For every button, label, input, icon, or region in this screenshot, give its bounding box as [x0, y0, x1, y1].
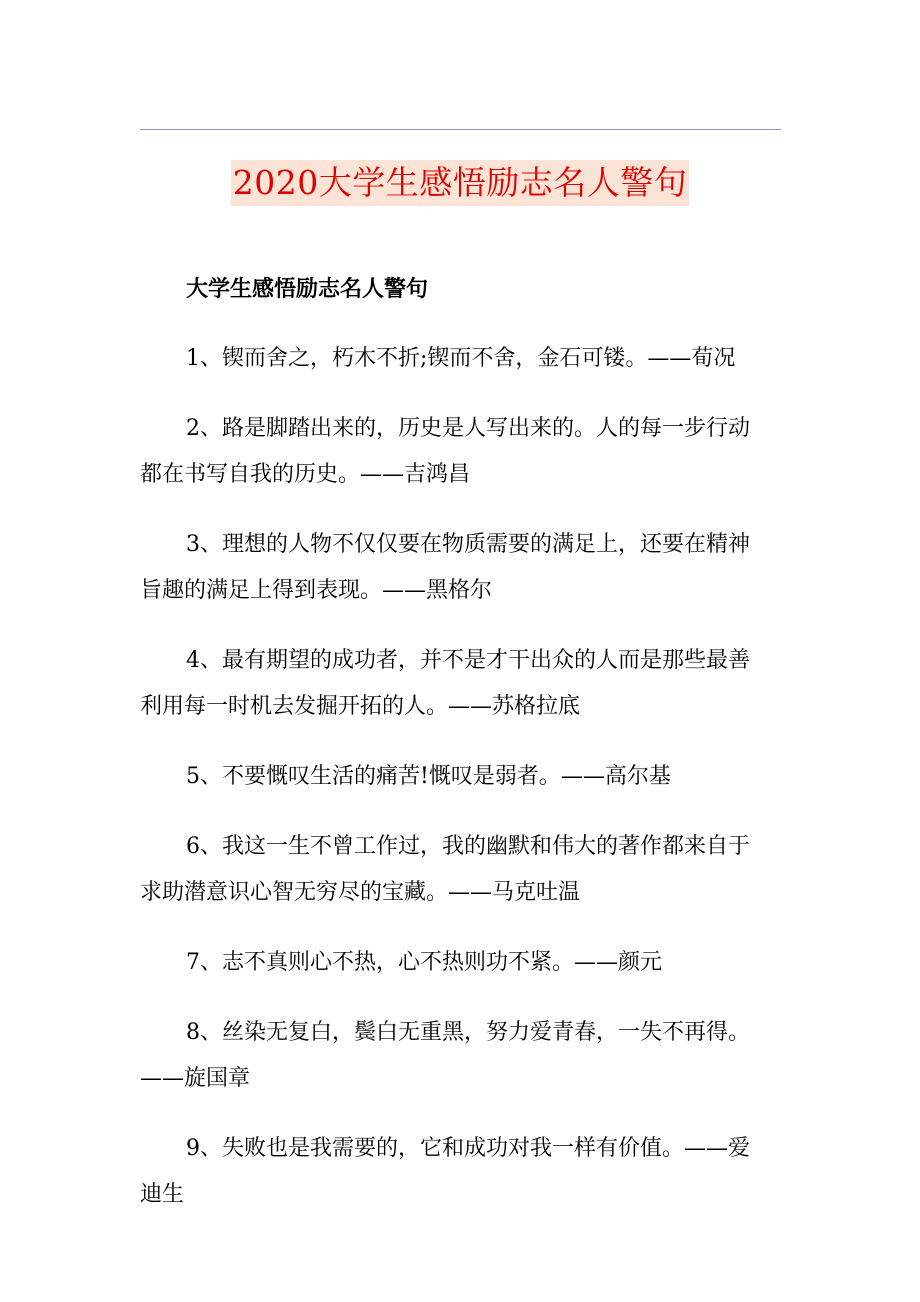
quote-item — [140, 824, 782, 916]
quote-item — [140, 406, 782, 498]
quote-line: 迪生 — [140, 1182, 185, 1207]
quote-item — [140, 1126, 782, 1218]
quote-item — [140, 1010, 782, 1102]
quote-line: 7、志不真则心不热，心不热则功不紧。——颜元 — [186, 950, 662, 975]
quote-line: 8、丝染无复白，鬓白无重黑，努力爱青春，一失不再得。 — [186, 1020, 750, 1045]
quote-line: ——旋国章 — [140, 1066, 251, 1091]
quote-item — [140, 638, 782, 730]
document-title: 2020大学生感悟励志名人警句 — [231, 160, 689, 206]
quote-item — [140, 336, 782, 382]
document-body — [140, 266, 782, 1218]
quote-line: 3、理想的人物不仅仅要在物质需要的满足上，还要在精神 — [186, 532, 750, 557]
quote-item — [140, 754, 782, 800]
quote-line: 2、路是脚踏出来的，历史是人写出来的。人的每一步行动 — [186, 416, 750, 441]
quote-line: 利用每一时机去发掘开拓的人。——苏格拉底 — [140, 694, 581, 719]
quote-line: 都在书写自我的历史。——吉鸿昌 — [140, 462, 471, 487]
title-block — [0, 160, 920, 206]
quote-item — [140, 522, 782, 614]
quote-line: 9、失败也是我需要的，它和成功对我一样有价值。——爱 — [186, 1136, 750, 1161]
header-rule — [140, 129, 781, 130]
quote-line: 4、最有期望的成功者，并不是才干出众的人而是那些最善 — [186, 648, 750, 673]
quote-line: 旨趣的满足上得到表现。——黑格尔 — [140, 578, 493, 603]
quote-line: 5、不要慨叹生活的痛苦!慨叹是弱者。——高尔基 — [186, 764, 671, 789]
quote-line: 求助潜意识心智无穷尽的宝藏。——马克吐温 — [140, 880, 581, 905]
quote-line: 6、我这一生不曾工作过，我的幽默和伟大的著作都来自于 — [186, 834, 750, 859]
quote-line: 1、锲而舍之，朽木不折;锲而不舍，金石可镂。——荀况 — [186, 346, 736, 371]
quote-item — [140, 940, 782, 986]
section-heading: 大学生感悟励志名人警句 — [186, 276, 429, 302]
